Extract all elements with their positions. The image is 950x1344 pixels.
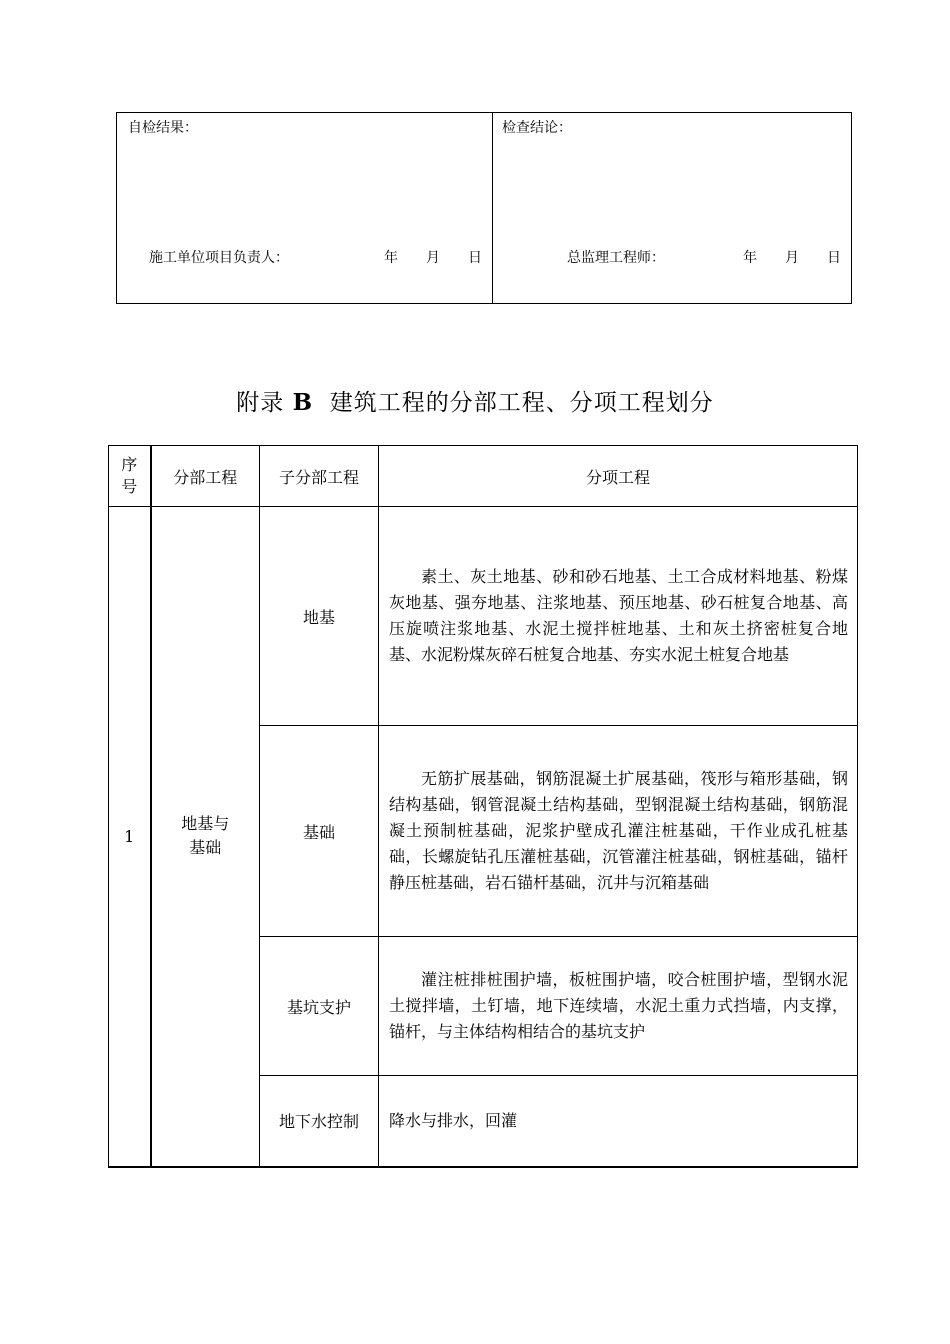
chief-supervisor-label: 总监理工程师： [567, 250, 665, 266]
header-seq: 序号 [109, 446, 151, 507]
division-table [108, 445, 858, 1168]
header-division: 分部工程 [151, 446, 260, 507]
header-subdivision: 子分部工程 [260, 446, 379, 507]
appendix-title [0, 384, 950, 417]
subdivision-items: 灌注桩排桩围护墙，板桩围护墙，咬合桩围护墙，型钢水泥土搅拌墙，土钉墙，地下连续墙，水泥土重力式挡墙，内支撑，锚杆，与主体结构相结合的基坑支护 [379, 937, 858, 1076]
contractor-signer-label: 施工单位项目负责人： [149, 250, 289, 266]
right-day-label: 日 [827, 250, 841, 266]
subdivision-name: 基础 [260, 726, 379, 937]
header-row [109, 446, 858, 507]
subdivision-name: 地基 [260, 507, 379, 726]
self-check-label: 自检结果： [128, 120, 198, 136]
table-row [109, 507, 858, 726]
header-item: 分项工程 [379, 446, 858, 507]
row-seq: 1 [109, 507, 151, 1167]
row-division: 地基与基础 [151, 507, 260, 1167]
signoff-divider [492, 113, 493, 303]
title-letter: B [292, 389, 314, 416]
subdivision-items: 素土、灰土地基、砂和砂石地基、土工合成材料地基、粉煤灰地基、强夯地基、注浆地基、预压地基、砂石桩复合地基、高压旋喷注浆地基、水泥土搅拌桩地基、土和灰土挤密桩复合地基、水泥粉煤灰碎石桩复合地基、夯实水泥土桩复合地基 [379, 507, 858, 726]
subdivision-name: 地下水控制 [260, 1076, 379, 1167]
title-prefix: 附录 [236, 390, 285, 416]
signoff-table [116, 112, 852, 304]
right-year-label: 年 [743, 250, 757, 266]
left-day-label: 日 [468, 250, 482, 266]
inspection-conclusion-label: 检查结论： [502, 120, 572, 136]
subdivision-items: 降水与排水，回灌 [379, 1076, 858, 1167]
right-month-label: 月 [785, 250, 799, 266]
left-year-label: 年 [384, 250, 398, 266]
left-month-label: 月 [426, 250, 440, 266]
subdivision-items: 无筋扩展基础，钢筋混凝土扩展基础，筏形与箱形基础，钢结构基础，钢管混凝土结构基础，型钢混凝土结构基础，钢筋混凝土预制桩基础，泥浆护壁成孔灌注桩基础，干作业成孔桩基础，长螺旋钻孔压灌桩基础，沉管灌注桩基础，钢桩基础，锚杆静压桩基础，岩石锚杆基础，沉井与沉箱基础 [379, 726, 858, 937]
subdivision-name: 基坑支护 [260, 937, 379, 1076]
title-text: 建筑工程的分部工程、分项工程划分 [329, 390, 714, 416]
